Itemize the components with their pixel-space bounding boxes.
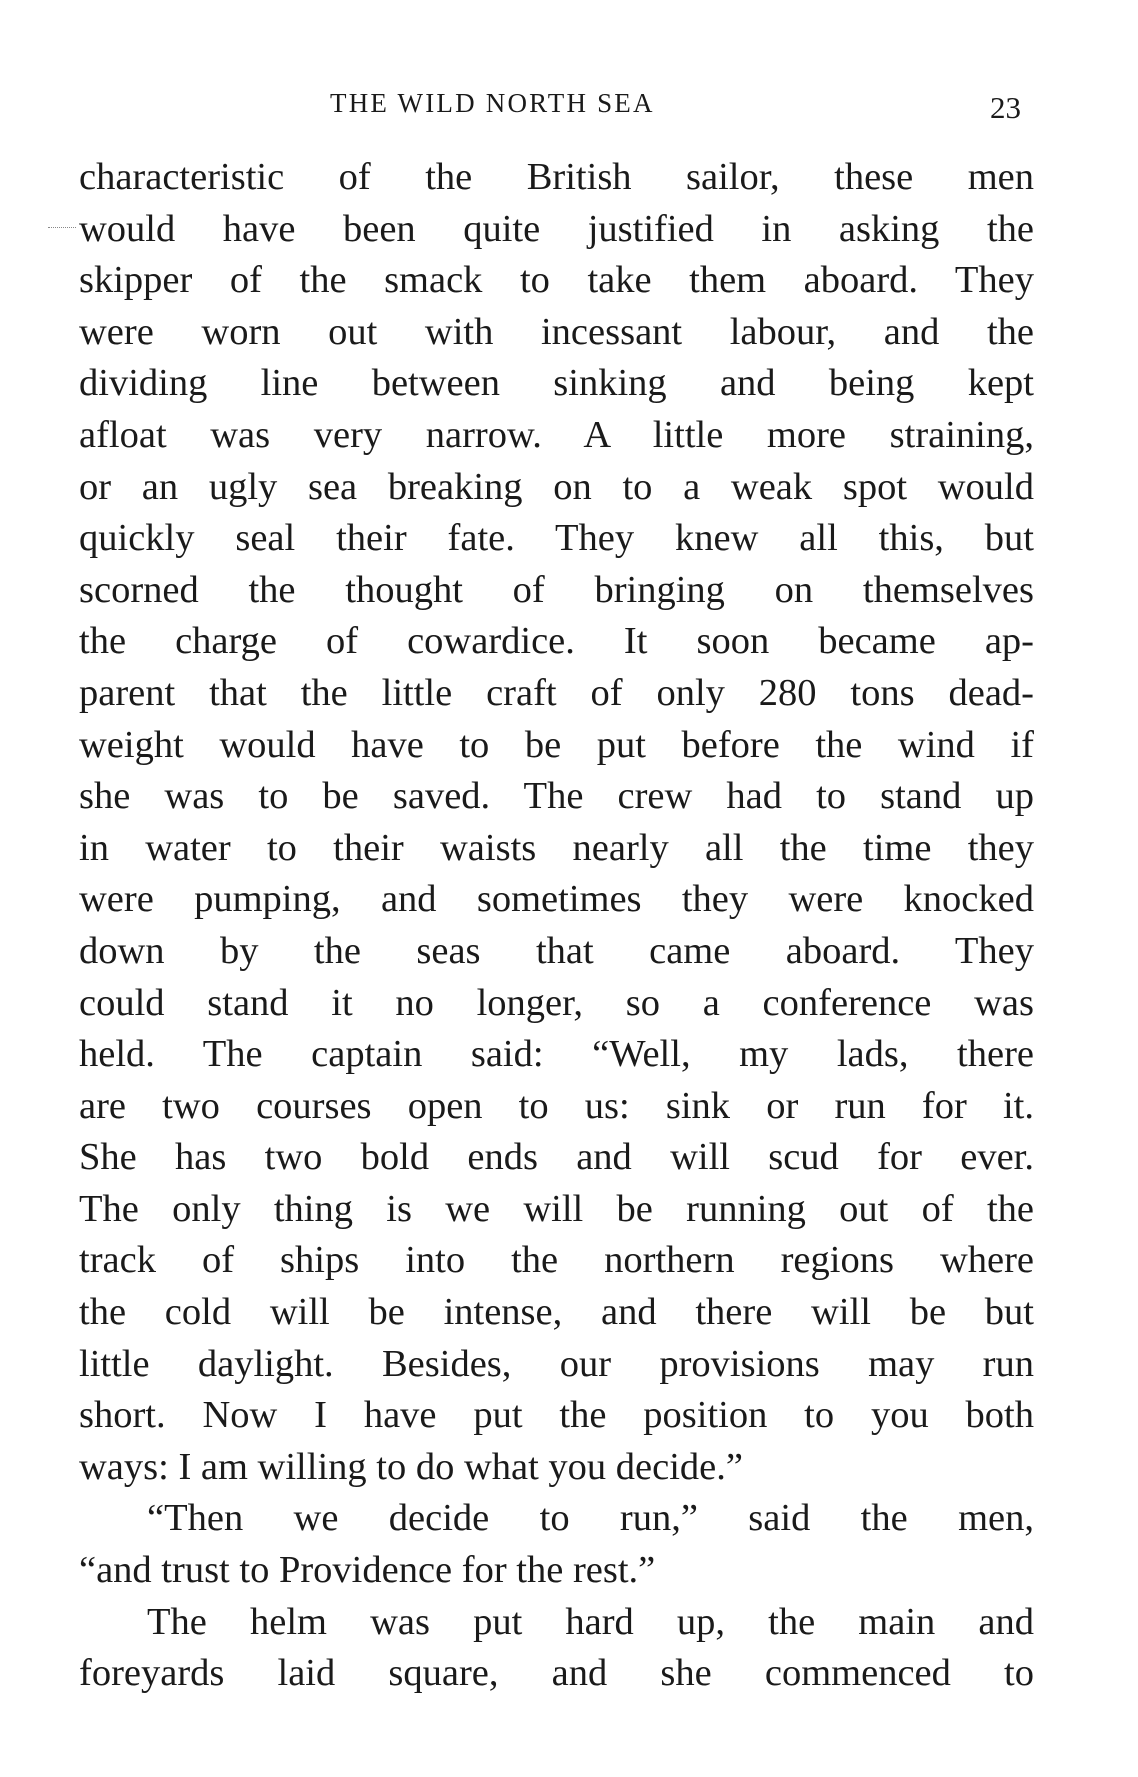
text-line: or an ugly sea breaking on to a weak spot would bbox=[79, 465, 1034, 508]
text-line: afloat was very narrow. A little more straining, bbox=[79, 413, 1034, 456]
text-line: “Then we decide to run,” said the men, bbox=[147, 1497, 1034, 1540]
text-line: “and trust to Providence for the rest.” bbox=[79, 1549, 656, 1592]
text-line: the cold will be intense, and there will be but bbox=[79, 1291, 1034, 1334]
text-line: dividing line between sinking and being kept bbox=[79, 362, 1034, 405]
text-line: in water to their waists nearly all the time they bbox=[79, 826, 1034, 869]
text-line: ways: I am willing to do what you decide.” bbox=[79, 1445, 743, 1488]
text-line: parent that the little craft of only 280 tons dead- bbox=[79, 671, 1034, 714]
text-line: would have been quite justified in asking the bbox=[79, 207, 1034, 250]
body-text bbox=[79, 152, 1034, 1700]
text-line: The helm was put hard up, the main and bbox=[147, 1600, 1034, 1643]
text-line: held. The captain said: “Well, my lads, there bbox=[79, 1033, 1034, 1076]
text-line: could stand it no longer, so a conference was bbox=[79, 981, 1034, 1024]
text-line: were worn out with incessant labour, and the bbox=[79, 310, 1034, 353]
running-title: THE WILD NORTH SEA bbox=[330, 88, 655, 118]
text-line: the charge of cowardice. It soon became ap- bbox=[79, 620, 1034, 663]
text-line: She has two bold ends and will scud for ever. bbox=[79, 1136, 1034, 1179]
margin-mark bbox=[48, 227, 76, 229]
text-line: were pumping, and sometimes they were knocked bbox=[79, 878, 1034, 921]
text-line: short. Now I have put the position to you both bbox=[79, 1394, 1034, 1437]
text-line: quickly seal their fate. They knew all this, but bbox=[79, 517, 1034, 560]
text-line: are two courses open to us: sink or run for it. bbox=[79, 1084, 1034, 1127]
text-line: track of ships into the northern regions where bbox=[79, 1239, 1034, 1282]
text-line: The only thing is we will be running out of the bbox=[79, 1187, 1034, 1230]
text-line: little daylight. Besides, our provisions may run bbox=[79, 1342, 1034, 1385]
text-line: characteristic of the British sailor, these men bbox=[79, 156, 1034, 198]
text-line: foreyards laid square, and she commenced to bbox=[79, 1652, 1034, 1695]
text-line: down by the seas that came aboard. They bbox=[79, 929, 1034, 972]
text-line: weight would have to be put before the wind if bbox=[79, 723, 1034, 766]
text-line: skipper of the smack to take them aboard. They bbox=[79, 259, 1034, 302]
page-number: 23 bbox=[990, 90, 1021, 125]
text-line: she was to be saved. The crew had to stand up bbox=[79, 775, 1034, 818]
text-line: scorned the thought of bringing on themselves bbox=[79, 568, 1034, 611]
